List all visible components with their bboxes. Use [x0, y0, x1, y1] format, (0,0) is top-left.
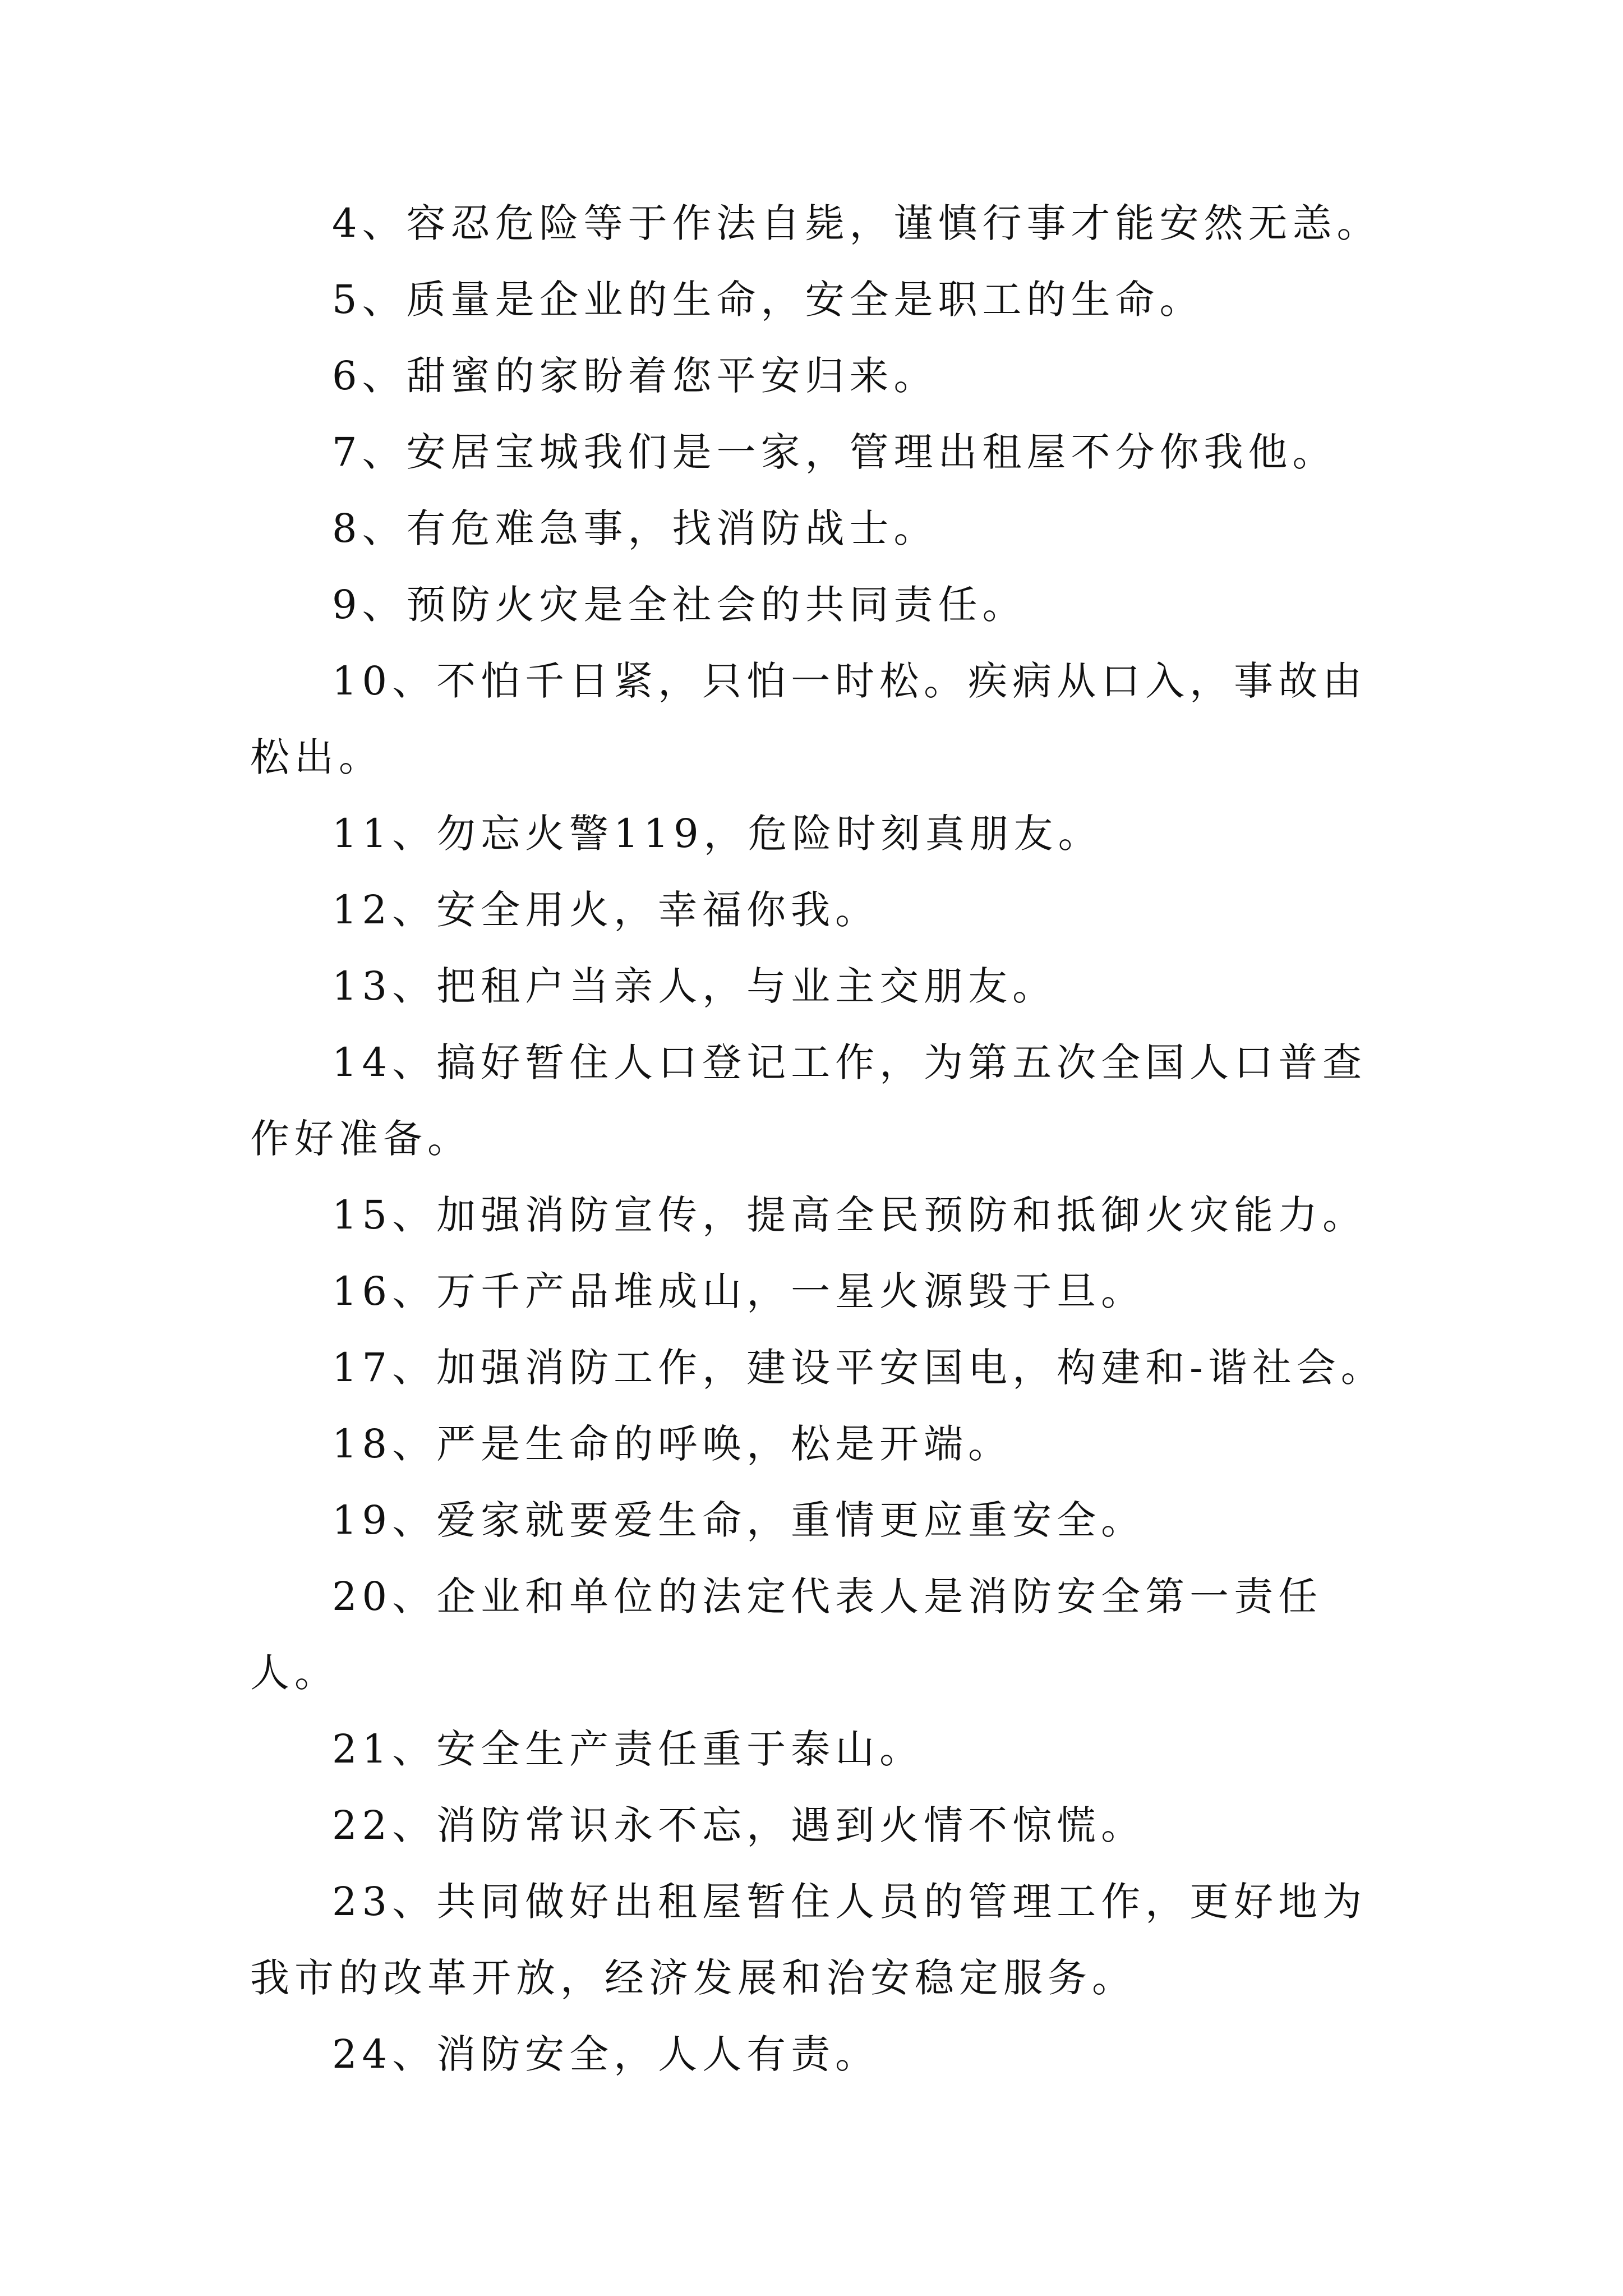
list-item: 17、加强消防工作，建设平安国电，构建和-谐社会。 [332, 1345, 1385, 1391]
list-item: 6、甜蜜的家盼着您平安归来。 [332, 353, 938, 399]
list-item: 5、质量是企业的生命，安全是职工的生命。 [332, 277, 1204, 323]
list-item: 12、安全用火，幸福你我。 [332, 887, 880, 933]
document-body [250, 185, 1394, 2092]
list-item: 4、容忍危险等于作法自毙，谨慎行事才能安然无恙。 [332, 200, 1381, 246]
list-item: 20、企业和单位的法定代表人是消防安全第一责任人。 [250, 1573, 1323, 1696]
list-item: 21、安全生产责任重于泰山。 [332, 1726, 924, 1772]
list-item: 7、安居宝城我们是一家，管理出租屋不分你我他。 [332, 429, 1337, 475]
list-item: 15、加强消防宣传，提高全民预防和抵御火灾能力。 [332, 1192, 1367, 1238]
list-item: 22、消防常识永不忘，遇到火情不惊慌。 [332, 1802, 1146, 1848]
list-item: 16、万千产品堆成山，一星火源毁于旦。 [332, 1268, 1146, 1314]
list-item: 9、预防火灾是全社会的共同责任。 [332, 582, 1027, 628]
list-item: 13、把租户当亲人，与业主交朋友。 [332, 963, 1057, 1009]
list-item: 24、消防安全，人人有责。 [332, 2031, 880, 2077]
list-item: 23、共同做好出租屋暂住人员的管理工作，更好地为我市的改革开放，经济发展和治安稳定服务。 [250, 1879, 1367, 2001]
list-item: 8、有危难急事，找消防战士。 [332, 505, 938, 551]
list-item: 19、爱家就要爱生命，重情更应重安全。 [332, 1497, 1146, 1543]
list-item: 10、不怕千日紧，只怕一时松。疾病从口入，事故由松出。 [250, 658, 1367, 780]
list-item: 14、搞好暂住人口登记工作，为第五次全国人口普查作好准备。 [250, 1039, 1367, 1162]
list-item: 11、勿忘火警119，危险时刻真朋友。 [332, 811, 1103, 857]
list-item: 18、严是生命的呼唤，松是开端。 [332, 1421, 1013, 1467]
